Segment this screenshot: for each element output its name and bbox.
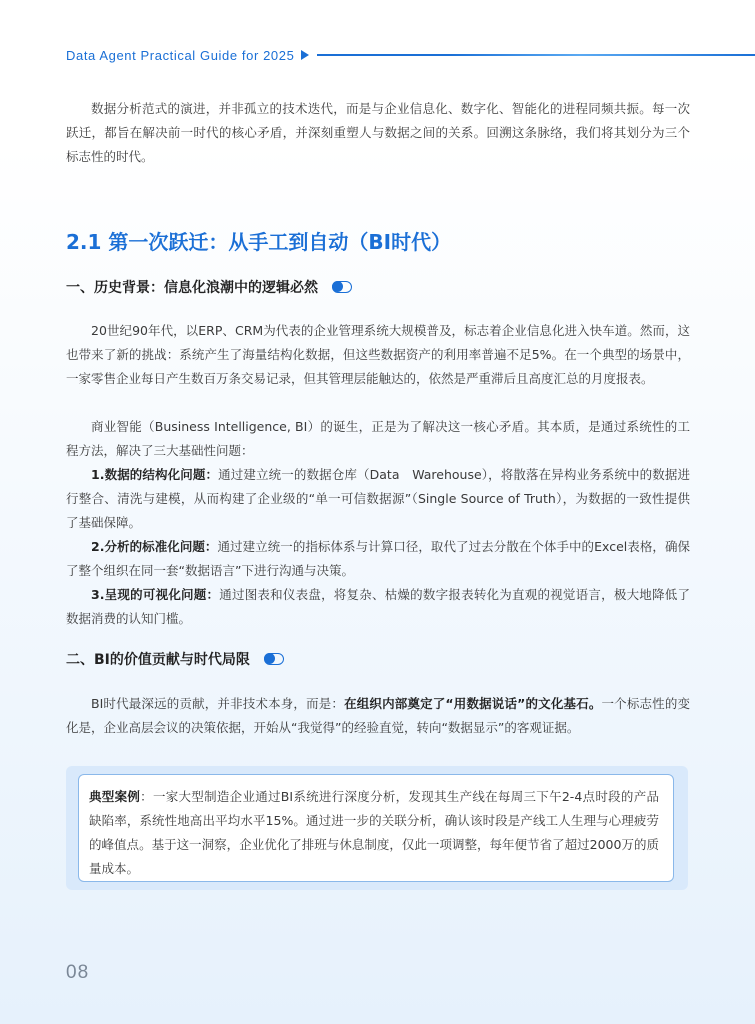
value-paragraph xyxy=(66,692,690,740)
intro-paragraph: 数据分析范式的演进，并非孤立的技术迭代，而是与企业信息化、数字化、智能化的进程同频共振。每一次跃迁，都旨在解决前一时代的核心矛盾，并深刻重塑人与数据之间的关系。回溯这条脉络，我们将其划分为三个标志性的时代。 xyxy=(66,101,690,164)
list-item xyxy=(66,583,690,631)
case-text: ：一家大型制造企业通过BI系统进行深度分析，发现其生产线在每周三下午2-4点时段的产品缺陷率，系统性地高出平均水平15%。通过进一步的关联分析，确认该时段是产线工人生理与心理疲劳的峰值点。基于这一洞察，企业优化了排班与休息制度，仅此一项调整，每年便节省了超过2000万的质量成本。 xyxy=(89,789,659,876)
toggle-icon xyxy=(332,281,352,293)
list-item-text: 通过图表和仪表盘，将复杂、枯燥的数字报表转化为直观的视觉语言，极大地降低了数据消费的认知门槛。 xyxy=(66,587,690,626)
list-item xyxy=(66,535,690,583)
subsection-title: 二、BI的价值贡献与时代局限 xyxy=(66,652,250,668)
running-header xyxy=(66,45,755,65)
case-label: 典型案例 xyxy=(89,789,141,804)
background-paragraph: 20世纪90年代，以ERP、CRM为代表的企业管理系统大规模普及，标志着企业信息化进入快车道。然而，这也带来了新的挑战：系统产生了海量结构化数据，但这些数据资产的利用率普遍不足5%。在一个典型的场景中，一家零售企业每日产生数百万条交易记录，但其管理层能触达的，依然是严重滞后且高度汇总的月度报表。 xyxy=(66,323,690,386)
subsection-heading-2 xyxy=(66,649,284,669)
page-number: 08 xyxy=(66,962,90,983)
list-item-label: 3.呈现的可视化问题： xyxy=(91,587,220,602)
list-item-label: 1.数据的结构化问题： xyxy=(91,467,219,482)
play-arrow-icon xyxy=(301,50,309,60)
list-item-text: 通过建立统一的指标体系与计算口径，取代了过去分散在个体手中的Excel表格，确保了整个组织在同一套“数据语言”下进行沟通与决策。 xyxy=(66,539,690,578)
header-rule xyxy=(317,54,755,56)
list-item xyxy=(66,463,690,535)
list-item-text: 通过建立统一的数据仓库（Data Warehouse），将散落在异构业务系统中的数据进行整合、清洗与建模，从而构建了企业级的“单一可信数据源”（Single Source of Truth），为数据的一致性提供了基础保障。 xyxy=(66,467,690,530)
value-text-a: BI时代最深远的贡献，并非技术本身，而是： xyxy=(91,696,345,711)
value-text-b: 一个标志性的变化是，企业高层会议的决策依据，开始从“我觉得”的经验直觉，转向“数据显示”的客观证据。 xyxy=(66,696,690,735)
subsection-heading-1 xyxy=(66,277,352,297)
case-callout xyxy=(66,766,688,890)
case-box xyxy=(78,774,674,882)
list-item-label: 2.分析的标准化问题： xyxy=(91,539,218,554)
toggle-icon xyxy=(264,653,284,665)
value-text-bold: 在组织内部奠定了“用数据说话”的文化基石。 xyxy=(344,696,602,711)
header-title: Data Agent Practical Guide for 2025 xyxy=(66,47,295,63)
section-title: 2.1 第一次跃迁：从手工到自动（BI时代） xyxy=(66,230,452,254)
bi-intro-paragraph: 商业智能（Business Intelligence, BI）的诞生，正是为了解决这一核心矛盾。其本质，是通过系统性的工程方法，解决了三大基础性问题： xyxy=(66,419,690,458)
subsection-title: 一、历史背景：信息化浪潮中的逻辑必然 xyxy=(66,280,318,296)
